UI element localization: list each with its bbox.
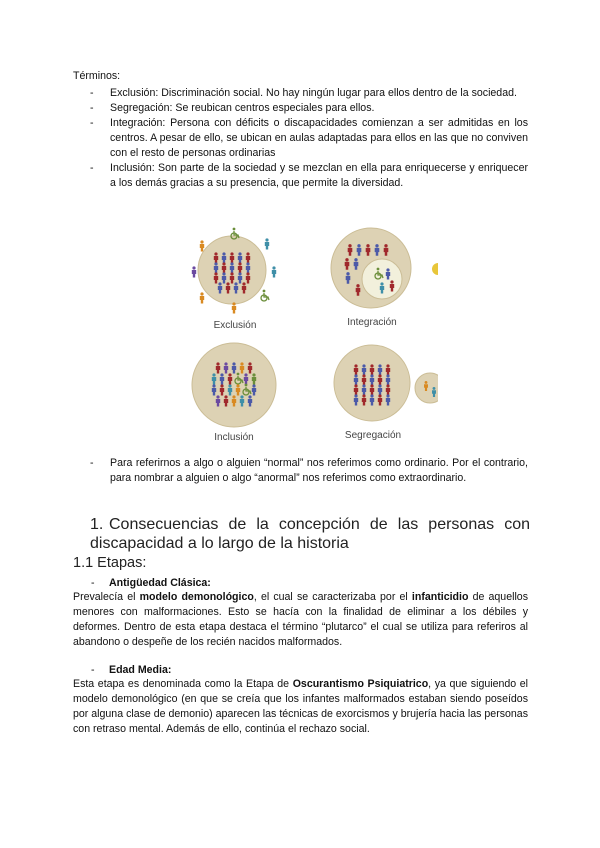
term-text: Persona con déficits o discapacidades comienzan a ser admitidas en los centros. A pesar de ello, se ubican en aulas adaptadas para ellos en las que no conviven con el resto de personas ordinarias xyxy=(110,117,528,159)
terms-list xyxy=(73,86,528,191)
section-title-text: Consecuencias de la concepción de las personas con discapacidad a lo largo de la historia xyxy=(90,516,530,552)
segregation-diagram xyxy=(334,345,438,441)
era-antiquity xyxy=(73,576,528,650)
era-text: Prevalecía el xyxy=(73,591,140,603)
normal-note-item xyxy=(73,456,528,486)
list-dash: - xyxy=(90,457,94,469)
term-item-integration xyxy=(73,116,528,161)
integration-diagram xyxy=(331,228,411,328)
section-number: 1. xyxy=(90,516,104,533)
term-item-exclusion xyxy=(73,86,528,101)
era-emphasis: Oscurantismo Psiquiatrico xyxy=(292,678,429,690)
inclusion-diagram xyxy=(172,216,438,448)
list-dash: - xyxy=(90,117,94,129)
term-label: Exclusión: xyxy=(110,87,159,99)
term-label: Integración: xyxy=(110,117,166,129)
person-icon xyxy=(232,302,236,313)
term-item-segregation xyxy=(73,101,528,116)
person-icon xyxy=(200,240,204,251)
list-dash: - xyxy=(91,577,95,589)
exclusion-diagram xyxy=(192,228,276,331)
segregation-label: Segregación xyxy=(344,430,402,441)
era-text: , ya que siguiendo el modelo demonológico (en que se creía que los infantes malformados estaban siendo poseídos por alguna clase de demonio) aparecen las técnicas de exorcismos y brujería hacia las personas con retraso mental. Además de ello, continúa el rechazo social. xyxy=(73,678,529,735)
subsection-title: 1.1 Etapas: xyxy=(73,555,147,571)
term-text: Se reubican centros especiales para ellos. xyxy=(175,102,375,114)
term-text: Discriminación social. No hay ningún lugar para ellos dentro de la sociedad. xyxy=(161,87,517,99)
era-emphasis: infanticidio xyxy=(411,591,469,603)
era-middle-ages xyxy=(73,663,528,737)
era-text: Esta etapa es denominada como la Etapa de xyxy=(73,678,293,690)
inclusion-diagram-panel xyxy=(192,343,276,443)
list-dash: - xyxy=(90,87,94,99)
era-body xyxy=(73,590,528,650)
list-dash: - xyxy=(90,102,94,114)
term-label: Inclusión: xyxy=(110,162,155,174)
section-title xyxy=(90,515,530,553)
list-dash: - xyxy=(90,162,94,174)
era-heading-text: Edad Media: xyxy=(109,664,172,676)
integration-label: Integración xyxy=(347,317,397,328)
era-text: de aquellos menores con malformaciones. Esto se hacía con la finalidad de eliminar a los débiles y deformes. Dentro de esta etapa destaca el término “plutarco” el cual se utiliza para referiros al abandono o despeñe de los recién nacidos malformados. xyxy=(73,591,528,648)
inclusion-label: Inclusión xyxy=(214,432,254,443)
normal-note-list xyxy=(73,456,528,486)
inclusion-diagram-figure xyxy=(172,216,438,448)
terms-heading: Términos: xyxy=(73,70,121,82)
era-heading xyxy=(73,663,528,677)
list-dash: - xyxy=(91,664,95,676)
era-body xyxy=(73,677,528,737)
wheelchair-icon xyxy=(261,290,269,301)
normal-note-text: Para referirnos a algo o alguien “normal” nos referimos como ordinario. Por el contrario, para nombrar a alguien o algo “anormal” nos referimos como extraordinario. xyxy=(110,457,528,484)
person-icon xyxy=(265,238,269,249)
term-text: Son parte de la sociedad y se mezclan en ella para enriquecerse y enriquecer a los demás gracias a su presencia, que permite la diversidad. xyxy=(110,162,528,189)
inclusion-circle xyxy=(192,343,276,427)
era-heading-text: Antigüedad Clásica: xyxy=(109,577,211,589)
era-heading xyxy=(73,576,528,590)
era-emphasis: modelo demonológico xyxy=(139,591,254,603)
edge-circle-fragment xyxy=(432,263,438,275)
exclusion-label: Exclusión xyxy=(213,320,257,331)
person-icon xyxy=(200,292,204,303)
person-icon xyxy=(192,266,196,277)
person-icon xyxy=(272,266,276,277)
era-text: , el cual se caracterizaba por el xyxy=(253,591,412,603)
term-item-inclusion xyxy=(73,161,528,191)
term-label: Segregación: xyxy=(110,102,173,114)
